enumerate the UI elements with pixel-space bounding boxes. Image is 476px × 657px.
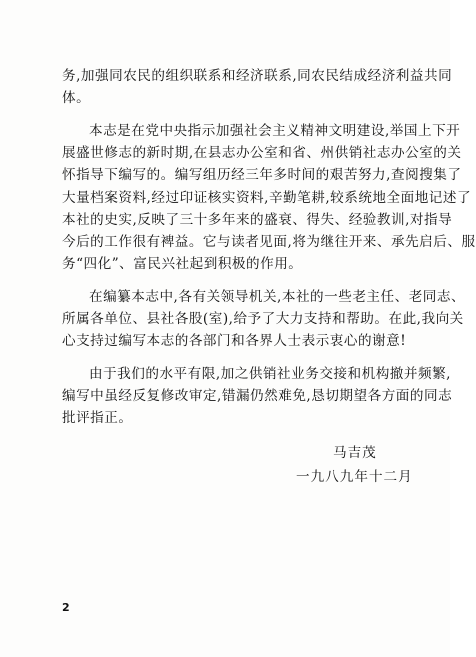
signature-name: 马吉茂	[333, 445, 377, 461]
text-line: 心支持过编写本志的各部门和各界人士表示衷心的谢意!	[62, 333, 407, 349]
text-line: 由于我们的水平有限,加之供销社业务交接和机构撤并频繁,	[89, 366, 451, 382]
text-line: 务“四化”、富民兴社起到积极的作用。	[62, 256, 303, 272]
text-line: 今后的工作很有裨益。它与读者见面,将为继往开来、承先启后、服	[62, 234, 476, 250]
text-line: 务,加强同农民的组织联系和经济联系,同农民结成经济利益共同	[62, 68, 453, 84]
text-line: 在编纂本志中,各有关领导机关,本社的一些老主任、老同志、	[89, 289, 466, 305]
text-line: 本志是在党中央指示加强社会主义精神文明建设,举国上下开	[89, 123, 461, 139]
text-line: 体。	[62, 90, 91, 106]
text-line: 怀指导下编写的。编写组历经三年多时间的艰苦努力,查阅搜集了	[62, 167, 462, 183]
text-line: 大量档案资料,经过印证核实资料,辛勤笔耕,较系统地全面地记述了	[62, 190, 472, 206]
text-line: 本社的史实,反映了三十多年来的盛衰、得失、经验教训,对指导	[62, 212, 453, 228]
page-number: 2	[62, 601, 70, 614]
text-line: 所属各单位、县社各股(室),给予了大力支持和帮助。在此,我向关	[62, 311, 464, 327]
text-line: 编写中虽经反复修改审定,错漏仍然难免,恳切期望各方面的同志	[62, 388, 453, 404]
text-line: 批评指正。	[62, 410, 133, 426]
text-line: 展盛世修志的新时期,在县志办公室和省、州供销社志办公室的关	[62, 145, 462, 161]
signature-date: 一九八九年十二月	[296, 469, 413, 485]
